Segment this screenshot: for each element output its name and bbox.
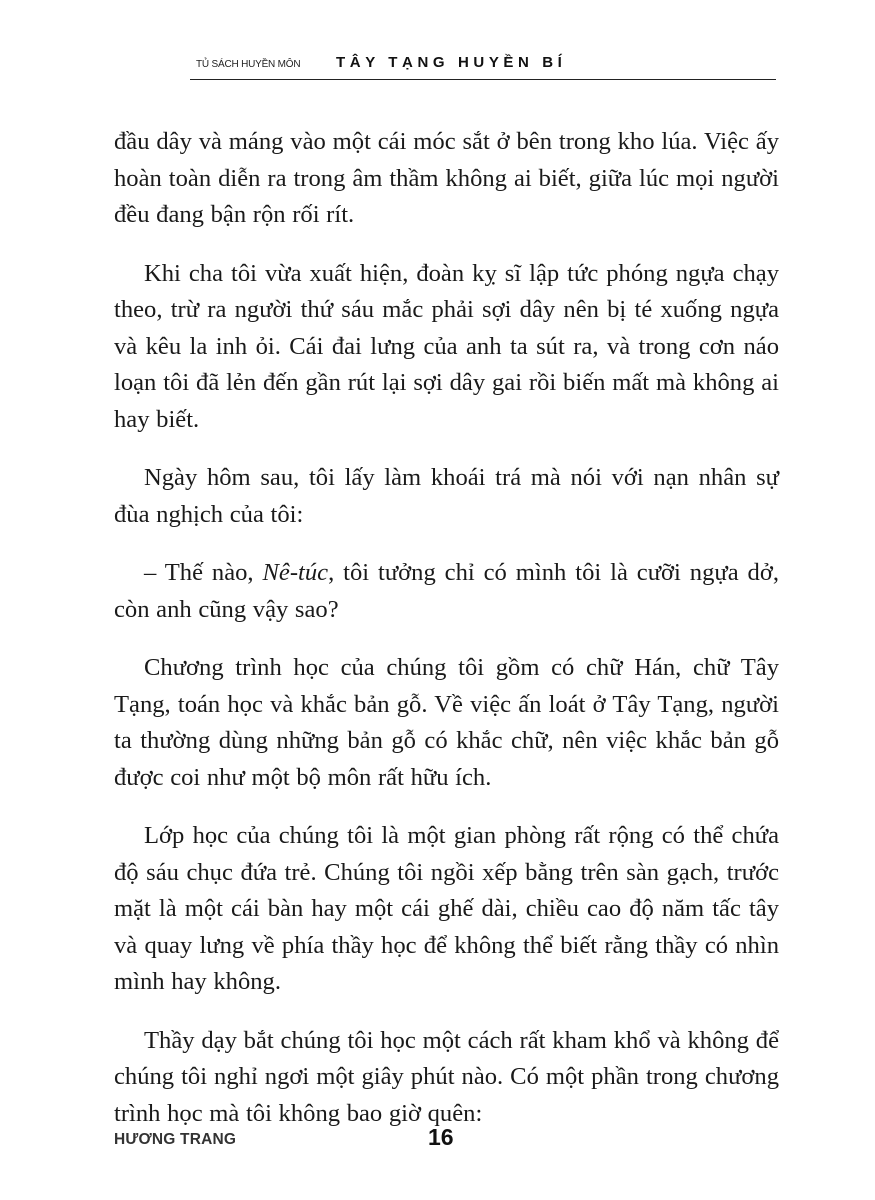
paragraph: Thầy dạy bắt chúng tôi học một cách rất kham khổ và không để chúng tôi nghỉ ngơi một giây phút nào. Có một phần trong chương trình học mà tôi không bao giờ quên: [114,1026,779,1127]
running-header [196,50,776,82]
page-body [114,124,779,1154]
dialogue-lead: – Thế nào, [144,559,263,586]
paragraph: Khi cha tôi vừa xuất hiện, đoàn kỵ sĩ lập tức phóng ngựa chạy theo, trừ ra người thứ sáu mắc phải sợi dây nên bị té xuống ngựa và kêu la inh ỏi. Cái đai lưng của anh ta sút ra, và trong cơn náo loạn tôi đã lẻn đến gần rút lại sợi dây gai rồi biến mất mà không ai hay biết. [114,259,779,433]
page-number: 16 [428,1124,454,1150]
paragraph: đầu dây và máng vào một cái móc sắt ở bên trong kho lúa. Việc ấy hoàn toàn diễn ra trong âm thầm không ai biết, giữa lúc mọi người đều đang bận rộn rối rít. [114,128,779,228]
dialogue-paragraph [114,555,779,628]
book-title: TÂY TẠNG HUYỀN BÍ [336,54,567,71]
dialogue-rest: , tôi tưởng chỉ có mình tôi là cưỡi ngựa dở, còn anh cũng vậy sao? [114,559,779,623]
running-footer [114,1124,779,1154]
series-name: TỦ SÁCH HUYỀN MÔN [196,59,301,70]
author-name: HƯƠNG TRANG [114,1131,237,1148]
header-rule [190,79,776,80]
paragraph: Ngày hôm sau, tôi lấy làm khoái trá mà nói với nạn nhân sự đùa nghịch của tôi: [114,464,779,528]
paragraph: Lớp học của chúng tôi là một gian phòng rất rộng có thể chứa độ sáu chục đứa trẻ. Chúng tôi ngồi xếp bằng trên sàn gạch, trước mặt là một cái bàn hay một cái ghế dài, chiều cao độ năm tấc tây và quay lưng về phía thầy học để không thể biết rằng thầy có nhìn mình hay không. [114,822,779,995]
paragraph: Chương trình học của chúng tôi gồm có chữ Hán, chữ Tây Tạng, toán học và khắc bản gỗ. Về việc ấn loát ở Tây Tạng, người ta thường dùng những bản gỗ có khắc chữ, nên việc khắc bản gỗ được coi như một bộ môn rất hữu ích. [114,654,779,791]
character-name: Nê-túc [262,559,329,586]
